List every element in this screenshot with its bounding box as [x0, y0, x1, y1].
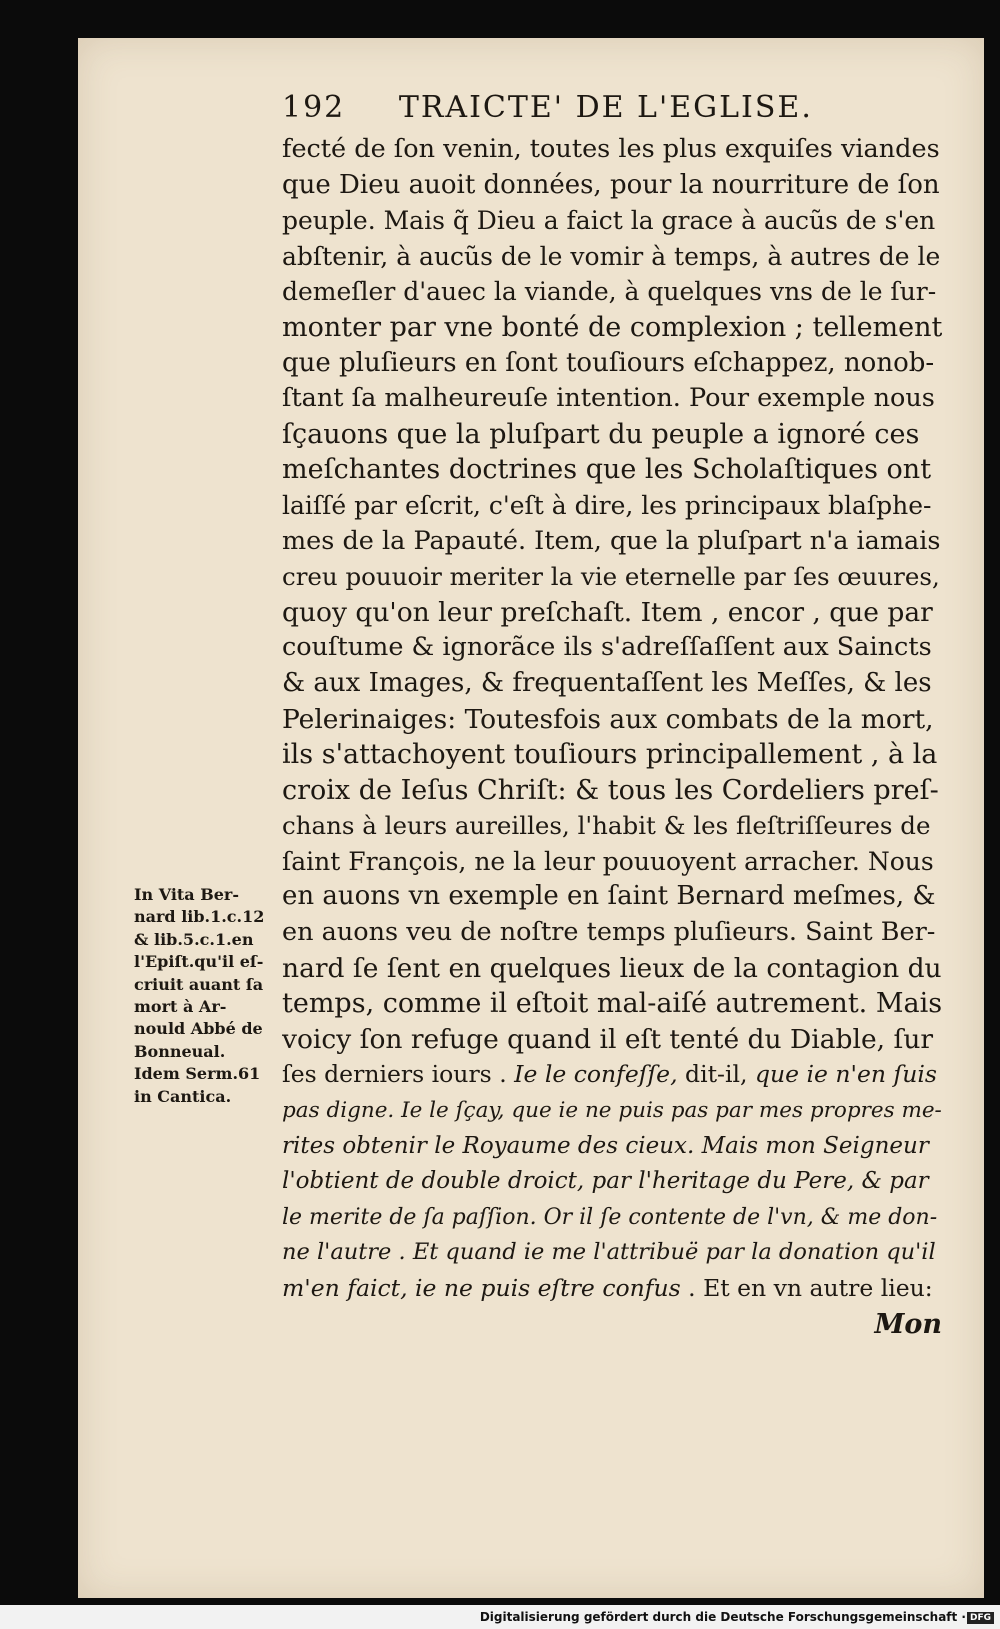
text-line-mixed — [282, 1057, 942, 1093]
text-line: & aux Images, & frequentaſſent les Meſſes, & les — [282, 667, 932, 698]
page-number: 192 — [282, 90, 346, 125]
text-line: quoy qu'on leur preſchaſt. Item , encor , que par — [282, 596, 933, 628]
running-title: TRAICTE' DE L'EGLISE. — [398, 90, 813, 125]
text-line: ſçauons que la pluſpart du peuple a ignoré ces — [282, 418, 920, 450]
quote-segment: Ie le confeſſe, — [514, 1060, 678, 1089]
text-line: Pelerinaiges: Toutesfois aux combats de la mort, — [282, 703, 934, 735]
quote-line: rites obtenir le Royaume des cieux. Mais mon Seigneur — [282, 1132, 929, 1159]
text-line: que pluſieurs en ſont touſiours eſchappez, nonob- — [282, 347, 935, 378]
text-line: temps, comme il eſtoit mal-aiſé autrement. Mais — [282, 988, 942, 1020]
margin-note-line: l'Epiſt.qu'il eſ- — [134, 952, 264, 972]
quote-segment: que ie n'en ſuis — [754, 1060, 937, 1089]
running-header — [282, 90, 813, 125]
quote-segment: m'en faict, ie ne puis eſtre confus — [282, 1274, 681, 1302]
margin-note-line: Idem Serm.61 — [134, 1064, 261, 1084]
quote-line: pas digne. Ie le ſçay, que ie ne puis pas par mes propres me- — [282, 1098, 942, 1124]
margin-note-line: nould Abbé de — [134, 1019, 263, 1039]
text-line: ſtant ſa malheureuſe intention. Pour exemple nous — [282, 383, 935, 414]
text-line: chans à leurs aureilles, l'habit & les fleſtriſſeures de — [282, 811, 931, 841]
text-line: meſchantes doctrines que les Scholaſtiques ont — [282, 454, 932, 486]
margin-note-line: Bonneual. — [134, 1041, 226, 1061]
text-line: croix de Ieſus Chriſt: & tous les Cordeliers preſ- — [282, 774, 939, 806]
text-line: couſtume & ignorãce ils s'adreſſaſſent aux Saincts — [282, 632, 932, 663]
credit-text: Digitalisierung gefördert durch die Deutsche Forschungsgemeinschaft · — [479, 1610, 966, 1624]
text-line: ils s'attachoyent touſiours principallement , à la — [282, 739, 938, 771]
body-text — [282, 132, 942, 1342]
catchword: Mon — [874, 1308, 942, 1340]
text-line: que Dieu auoit données, pour la nourriture de ſon — [282, 169, 940, 200]
margin-note-line: criuit auant ſa — [134, 974, 264, 994]
text-line: creu pouuoir meriter la vie eternelle par ſes œuures, — [282, 562, 940, 592]
margin-note-line: mort à Ar- — [134, 997, 227, 1017]
text-line: en auons vn exemple en ſaint Bernard meſmes, & — [282, 881, 936, 912]
text-segment: ſes derniers iours . — [282, 1060, 507, 1089]
text-line: demeſler d'auec la viande, à quelques vns de le ſur- — [282, 277, 937, 307]
text-line: ſaint François, ne la leur pouuoyent arracher. Nous — [282, 846, 934, 876]
quote-line: l'obtient de double droict, par l'heritage du Pere, & par — [282, 1168, 929, 1195]
dfg-logo-icon: DFG — [967, 1612, 994, 1624]
text-line: abſtenir, à aucũs de le vomir à temps, à autres de le — [282, 241, 941, 271]
text-line-mixed — [282, 1271, 942, 1307]
text-segment: dit-il, — [677, 1060, 755, 1089]
text-line: mes de la Papauté. Item, que la pluſpart n'a iamais — [282, 525, 941, 556]
text-line: laiſſé par eſcrit, c'eſt à dire, les principaux blaſphe- — [282, 490, 932, 520]
margin-note-line: in Cantica. — [134, 1086, 232, 1106]
text-line: peuple. Mais q̃ Dieu a faict la grace à aucũs de s'en — [282, 206, 936, 236]
quote-line: ne l'autre . Et quand ie me l'attribuë par la donation qu'il — [282, 1239, 936, 1266]
quote-line: le merite de ſa paſſion. Or il ſe contente de l'vn, & me don- — [282, 1204, 938, 1230]
text-line: nard ſe ſent en quelques lieux de la contagion du — [282, 952, 942, 984]
text-line: monter par vne bonté de complexion ; tellement — [282, 311, 942, 343]
text-line: en auons veu de noſtre temps pluſieurs. Saint Ber- — [282, 917, 936, 948]
margin-note-line: & lib.5.c.1.en — [134, 929, 254, 949]
text-line: voicy ſon refuge quand il eſt tenté du Diable, ſur — [282, 1023, 934, 1055]
text-segment: . Et en vn autre lieu: — [680, 1274, 933, 1302]
text-line: fecté de ſon venin, toutes les plus exquiſes viandes — [282, 134, 940, 164]
digitization-credit — [0, 1605, 1000, 1629]
margin-note-line: In Vita Ber- — [134, 885, 239, 904]
margin-note-line: nard lib.1.c.12 — [134, 907, 265, 927]
margin-note — [134, 884, 274, 1108]
